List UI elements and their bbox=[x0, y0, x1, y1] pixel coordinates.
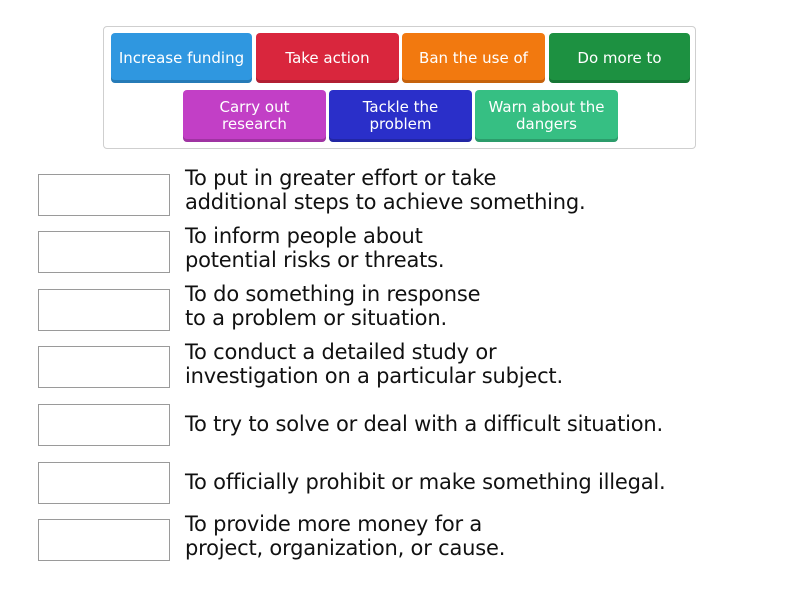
tile-warn-about-the-dangers[interactable] bbox=[475, 90, 618, 142]
answer-drop-zone-7[interactable] bbox=[38, 519, 170, 561]
tile-label: Tackle the problem bbox=[362, 98, 439, 133]
answer-drop-zone-3[interactable] bbox=[38, 289, 170, 331]
definition-text-6: To officially prohibit or make something illegal. bbox=[185, 470, 666, 494]
tile-tackle-the-problem[interactable] bbox=[329, 90, 472, 142]
tile-label: Warn about the dangers bbox=[488, 98, 605, 133]
definition-text-7: To provide more money for a project, organization, or cause. bbox=[185, 512, 506, 560]
tile-increase-funding[interactable] bbox=[111, 33, 252, 83]
tile-label: Carry out research bbox=[219, 98, 290, 133]
definition-text-1: To put in greater effort or take additional steps to achieve something. bbox=[185, 166, 586, 214]
answer-drop-zone-1[interactable] bbox=[38, 174, 170, 216]
definition-text-2: To inform people about potential risks or threats. bbox=[185, 224, 445, 272]
tile-label: Ban the use of bbox=[419, 48, 528, 67]
tile-do-more-to[interactable] bbox=[549, 33, 690, 83]
answer-drop-zone-4[interactable] bbox=[38, 346, 170, 388]
tile-ban-the-use-of[interactable] bbox=[402, 33, 545, 83]
definition-text-5: To try to solve or deal with a difficult situation. bbox=[185, 412, 663, 436]
definition-text-4: To conduct a detailed study or investigation on a particular subject. bbox=[185, 340, 563, 388]
tile-take-action[interactable] bbox=[256, 33, 399, 83]
word-bank bbox=[103, 26, 696, 149]
answer-drop-zone-6[interactable] bbox=[38, 462, 170, 504]
definition-text-3: To do something in response to a problem or situation. bbox=[185, 282, 481, 330]
tile-carry-out-research[interactable] bbox=[183, 90, 326, 142]
tile-label: Take action bbox=[285, 48, 370, 67]
tile-label: Increase funding bbox=[118, 48, 245, 67]
tile-label: Do more to bbox=[577, 48, 662, 67]
answer-drop-zone-5[interactable] bbox=[38, 404, 170, 446]
answer-drop-zone-2[interactable] bbox=[38, 231, 170, 273]
